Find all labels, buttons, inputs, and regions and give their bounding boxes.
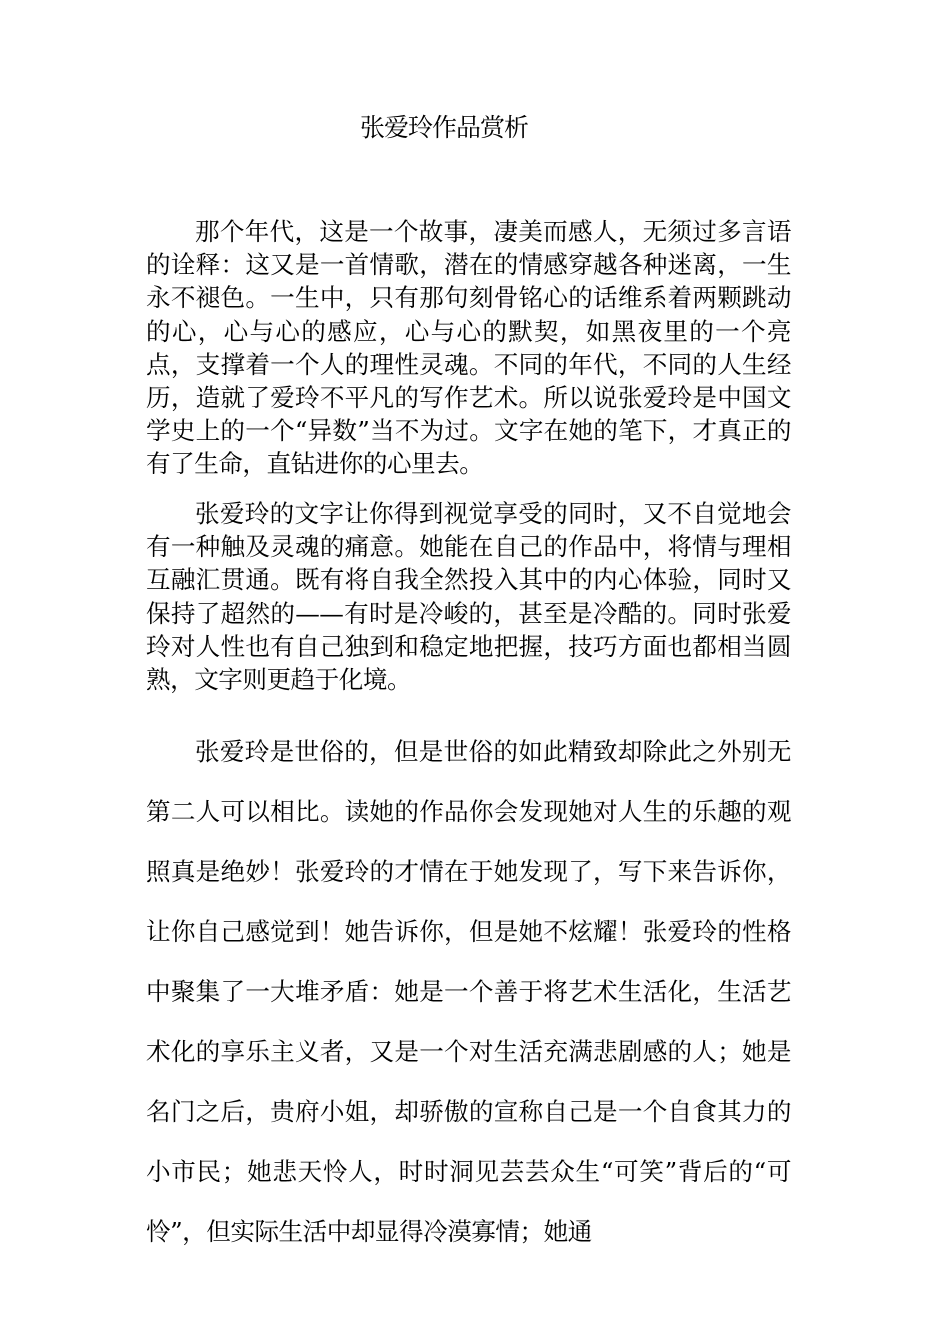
paragraph-1-block	[146, 215, 791, 481]
paragraph-3-block	[146, 722, 791, 1262]
paragraph-2-block	[146, 497, 791, 696]
paragraph-3: 张爱玲是世俗的，但是世俗的如此精致却除此之外别无第二人可以相比。读她的作品你会发现她对人生的乐趣的观照真是绝妙！张爱玲的才情在于她发现了，写下来告诉你，让你自己感觉到！她告诉你，但是她不炫耀！张爱玲的性格中聚集了一大堆矛盾：她是一个善于将艺术生活化，生活艺术化的享乐主义者，又是一个对生活充满悲剧感的人；她是名门之后，贵府小姐，却骄傲的宣称自己是一个自食其力的小市民；她悲天怜人，时时洞见芸芸众生“可笑”背后的“可怜”，但实际生活中却显得冷漠寡情；她通	[146, 737, 791, 1246]
document-title: 张爱玲作品赏析	[359, 113, 528, 142]
paragraph-1: 那个年代，这是一个故事，凄美而感人，无须过多言语的诠释：这又是一首情歌，潜在的情感穿越各种迷离，一生永不褪色。一生中，只有那句刻骨铭心的话维系着两颗跳动的心，心与心的感应，心与心的默契，如黑夜里的一个亮点，支撑着一个人的理性灵魂。不同的年代，不同的人生经历，造就了爱玲不平凡的写作艺术。所以说张爱玲是中国文学史上的一个“异数”当不为过。文字在她的笔下，才真正的有了生命，直钻进你的心里去。	[146, 217, 791, 479]
paragraph-2: 张爱玲的文字让你得到视觉享受的同时，又不自觉地会有一种触及灵魂的痛意。她能在自己的作品中，将情与理相互融汇贯通。既有将自我全然投入其中的内心体验，同时又保持了超然的——有时是冷峻的，甚至是冷酷的。同时张爱玲对人性也有自己独到和稳定地把握，技巧方面也都相当圆熟，文字则更趋于化境。	[146, 499, 791, 695]
